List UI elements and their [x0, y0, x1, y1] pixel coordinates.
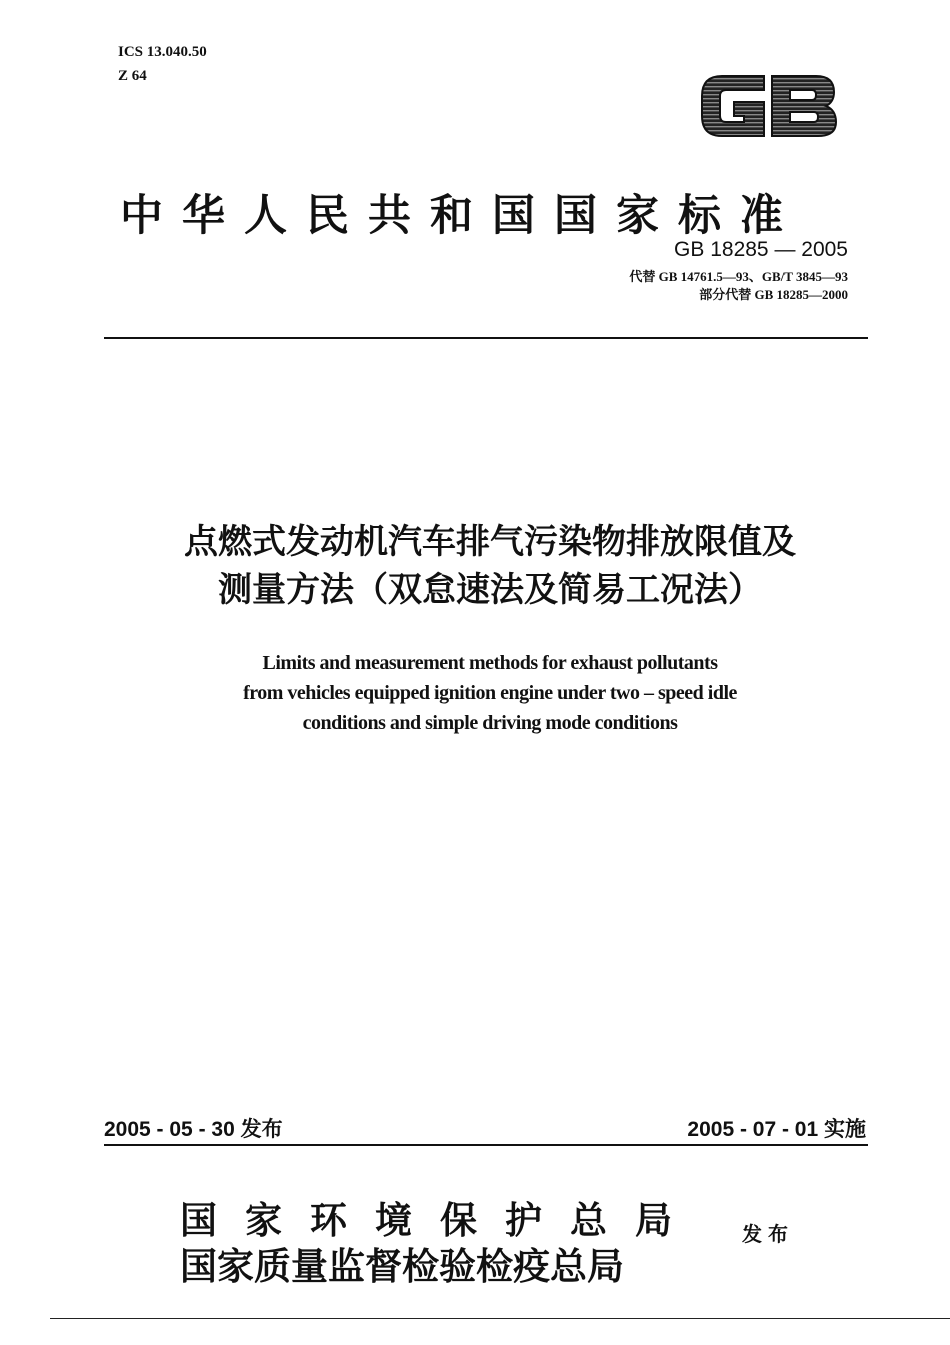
gb-logo	[698, 66, 840, 146]
english-title-line-1: Limits and measurement methods for exhaust pollutants	[262, 652, 718, 674]
english-title-line-2: from vehicles equipped ignition engine under two – speed idle	[243, 682, 737, 704]
classification-codes	[118, 40, 207, 88]
standard-type-title: 中华人民共和国国家标准	[120, 191, 802, 241]
chinese-title-line-1: 点燃式发动机汽车排气污染物排放限值及	[184, 522, 796, 562]
ccs-code: Z 64	[118, 68, 147, 84]
replaces-line: 代替 GB 14761.5—93、GB/T 3845—93	[629, 269, 848, 284]
standard-code: GB 18285 — 2005	[674, 238, 848, 261]
publisher-2: 国家质量监督检验检疫总局	[180, 1244, 624, 1288]
publisher-1: 国家环境保护总局	[180, 1198, 700, 1242]
chinese-title-line-2: 测量方法（双怠速法及简易工况法）	[218, 570, 762, 610]
page-bottom-rule	[50, 1318, 950, 1319]
header-divider	[104, 337, 868, 339]
footer-divider	[104, 1144, 868, 1146]
publish-label: 发布	[742, 1222, 794, 1246]
english-title	[0, 648, 950, 738]
chinese-title	[0, 518, 950, 614]
english-title-line-3: conditions and simple driving mode conditions	[302, 712, 678, 734]
effective-date: 2005 - 07 - 01 实施	[687, 1118, 866, 1141]
ics-code: ICS 13.040.50	[118, 44, 207, 60]
issue-date: 2005 - 05 - 30 发布	[104, 1118, 283, 1141]
partially-replaces-line: 部分代替 GB 18285—2000	[699, 287, 848, 302]
replacement-info	[629, 268, 848, 304]
